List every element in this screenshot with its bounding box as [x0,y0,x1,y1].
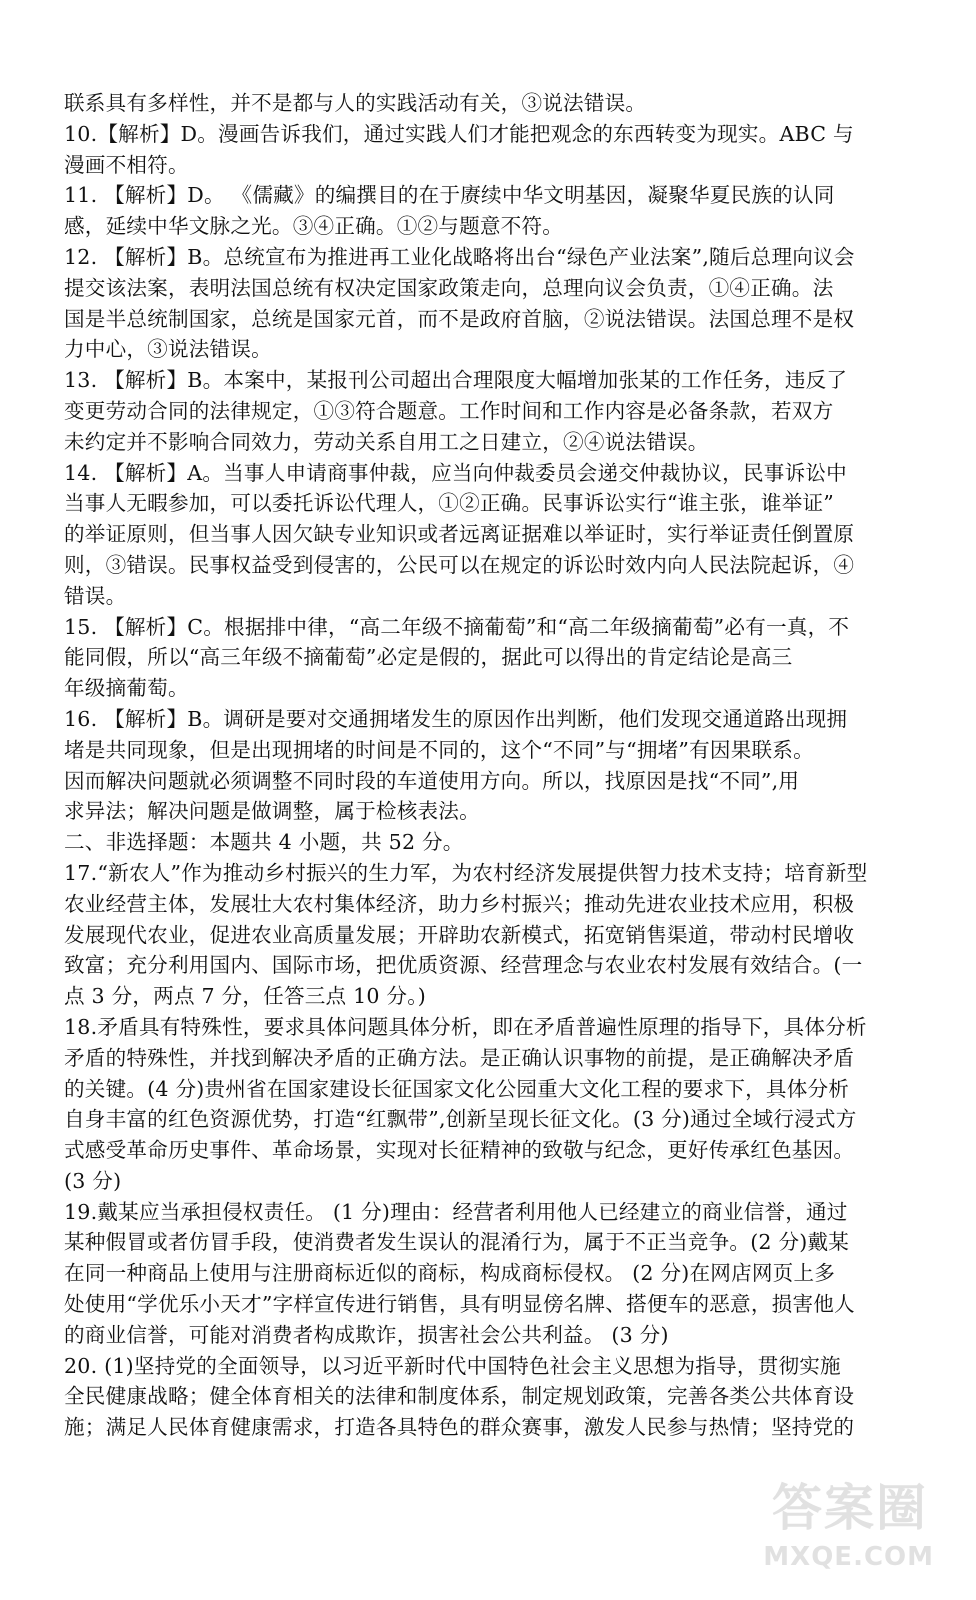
text-line: 未约定并不影响合同效力，劳动关系自用工之日建立，②④说法错误。 [64,429,709,454]
watermark-logo [763,1479,956,1586]
text-line: 矛盾的特殊性，并找到解决矛盾的正确方法。是正确认识事物的前提，是正确解决矛盾 [64,1045,855,1070]
text-line: 错误。 [64,583,127,608]
text-line: 致富；充分利用国内、国际市场，把优质资源、经营理念与农业农村发展有效结合。(一 [64,953,863,978]
text-line: 18.矛盾具有特殊性，要求具体问题具体分析，即在矛盾普遍性原理的指导下，具体分析 [64,1014,867,1039]
text-line: 在同一种商品上使用与注册商标近似的商标，构成商标侵权。 (2 分)在网店网页上多 [64,1261,836,1286]
text-line: 漫画不相符。 [64,152,189,177]
text-line: 的商业信誉，可能对消费者构成欺诈，损害社会公共利益。 (3 分) [64,1322,669,1347]
text-line: 求异法；解决问题是做调整，属于检核表法。 [64,799,480,824]
text-line: 自身丰富的红色资源优势，打造“红飘带”,创新呈现长征文化。(3 分)通过全域行浸式方 [64,1107,857,1132]
section-heading: 二、非选择题：本题共 4 小题，共 52 分。 [64,830,464,855]
text-line: 12. 【解析】B。总统宣布为推进再工业化战略将出台“绿色产业法案”,随后总理向议会 [64,244,855,269]
text-line: 某种假冒或者仿冒手段，使消费者发生误认的混淆行为，属于不正当竞争。(2 分)戴某 [64,1230,850,1255]
text-line: 能同假，所以“高三年级不摘葡萄”必定是假的，据此可以得出的肯定结论是高三 [64,645,793,670]
text-line: 20. (1)坚持党的全面领导，以习近平新时代中国特色社会主义思想为指导，贯彻实施 [64,1353,841,1378]
text-line: 10.【解析】D。漫画告诉我们，通过实践人们才能把观念的东西转变为现实。ABC 与 [64,121,854,146]
text-line: 式感受革命历史事件、革命场景，实现对长征精神的致敬与纪念，更好传承红色基因。 [64,1138,855,1163]
text-line: 国是半总统制国家，总统是国家元首，而不是政府首脑，②说法错误。法国总理不是权 [64,306,855,331]
text-line: 年级摘葡萄。 [64,676,189,701]
document-body [64,88,904,1443]
text-line: 全民健康战略；健全体育相关的法律和制度体系，制定规划政策，完善各类公共体育设 [64,1384,855,1409]
text-line: (3 分) [64,1168,122,1193]
text-line: 当事人无暇参加，可以委托诉讼代理人，①②正确。民事诉讼实行“谁主张，谁举证” [64,491,835,516]
text-line: 提交该法案，表明法国总统有权决定国家政策走向，总理向议会负责，①④正确。法 [64,275,834,300]
text-line: 农业经营主体，发展壮大农村集体经济，助力乡村振兴；推动先进农业技术应用，积极 [64,891,855,916]
text-line: 发展现代农业，促进农业高质量发展；开辟助农新模式，拓宽销售渠道，带动村民增收 [64,922,855,947]
text-line: 17.“新农人”作为推动乡村振兴的生力军，为农村经济发展提供智力技术支持；培育新型 [64,860,868,885]
text-line: 因而解决问题就必须调整不同时段的车道使用方向。所以，找原因是找“不同”,用 [64,768,800,793]
text-line: 13. 【解析】B。本案中，某报刊公司超出合理限度大幅增加张某的工作任务，违反了 [64,368,848,393]
text-line: 15. 【解析】C。根据排中律，“高二年级不摘葡萄”和“高二年级摘葡萄”必有一真，不 [64,614,850,639]
text-line: 力中心，③说法错误。 [64,337,272,362]
watermark-url: MXQE.COM [763,1542,934,1572]
text-line: 的举证原则，但当事人因欠缺专业知识或者远离证据难以举证时，实行举证责任倒置原 [64,522,855,547]
text-line: 感，延续中华文脉之光。③④正确。①②与题意不符。 [64,214,564,239]
text-line: 19.戴某应当承担侵权责任。 (1 分)理由：经营者利用他人已经建立的商业信誉，通过 [64,1199,848,1224]
text-line: 11. 【解析】D。 《儒藏》的编撰目的在于赓续中华文明基因，凝聚华夏民族的认同 [64,183,835,208]
text-line: 点 3 分，两点 7 分，任答三点 10 分。) [64,984,426,1009]
text-line: 16. 【解析】B。调研是要对交通拥堵发生的原因作出判断，他们发现交通道路出现拥 [64,706,848,731]
text-line: 堵是共同现象，但是出现拥堵的时间是不同的，这个“不同”与“拥堵”有因果联系。 [64,737,814,762]
watermark-text: 答案圈 [772,1479,928,1537]
text-line: 14. 【解析】A。当事人申请商事仲裁，应当向仲裁委员会递交仲裁协议，民事诉讼中 [64,460,847,485]
text-line: 的关键。(4 分)贵州省在国家建设长征国家文化公园重大文化工程的要求下，具体分析 [64,1076,850,1101]
text-line: 施；满足人民体育健康需求，打造各具特色的群众赛事，激发人民参与热情；坚持党的 [64,1415,855,1440]
text-line: 则，③错误。民事权益受到侵害的，公民可以在规定的诉讼时效内向人民法院起诉，④ [64,552,855,577]
text-line: 联系具有多样性，并不是都与人的实践活动有关，③说法错误。 [64,91,647,115]
text-line: 变更劳动合同的法律规定，①③符合题意。工作时间和工作内容是必备条款，若双方 [64,398,834,423]
text-line: 处使用“学优乐小天才”字样宣传进行销售，具有明显傍名牌、搭便车的恶意，损害他人 [64,1292,855,1317]
